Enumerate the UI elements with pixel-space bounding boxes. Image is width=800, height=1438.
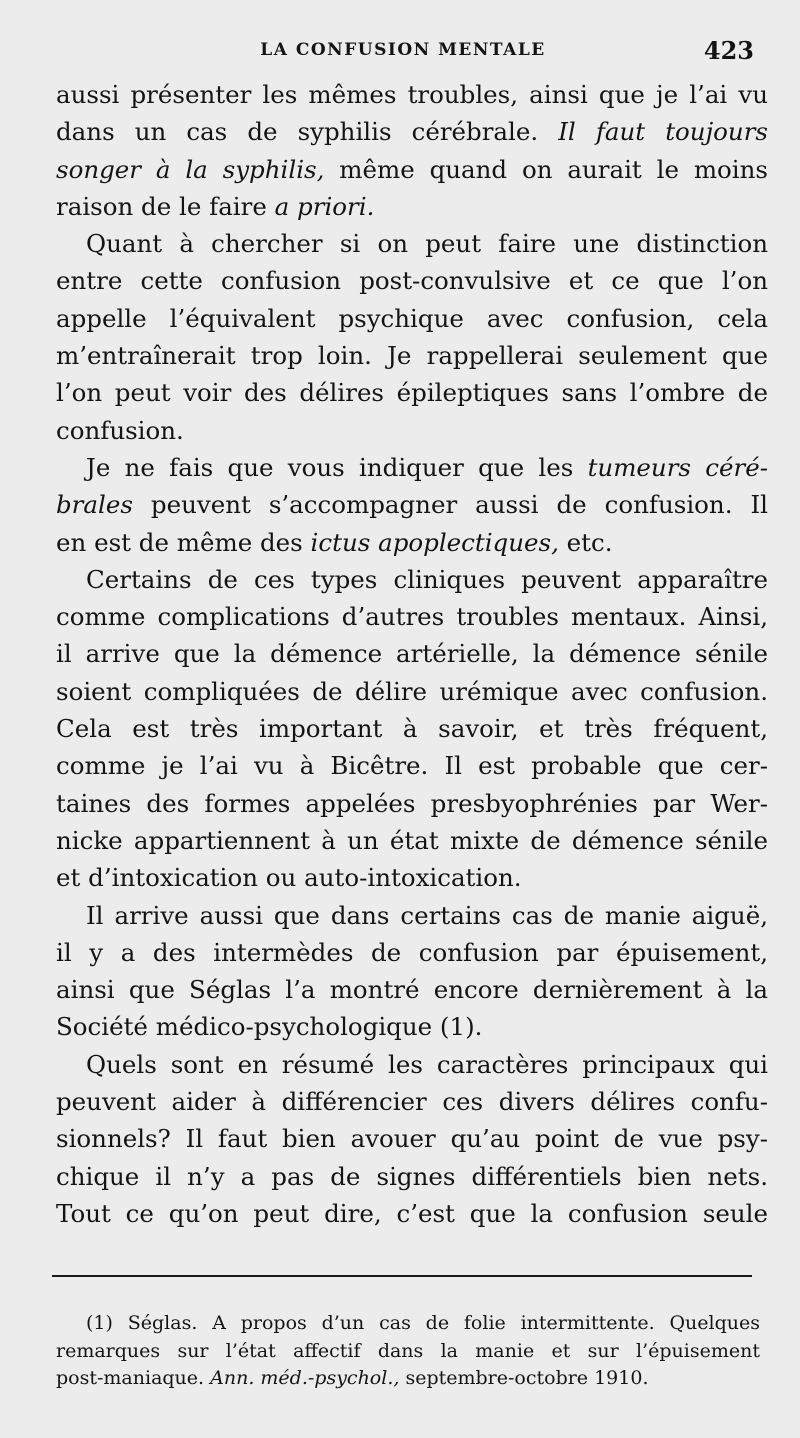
italic-text: Il faut toujours	[558, 117, 768, 147]
text-run: dans un cas de syphilis cérébrale.	[56, 117, 559, 147]
body-line	[56, 449, 768, 486]
body-line	[56, 188, 768, 225]
body-line	[56, 337, 768, 374]
text-run: chique il n’y a pas de signes différentiels bien nets.	[56, 1161, 768, 1191]
body-line	[56, 747, 768, 784]
text-run: aussi présenter les mêmes troubles, ainsi que je l’ai vu	[56, 80, 768, 109]
text-run: peuvent aider à différencier ces divers délires confu-	[56, 1087, 768, 1117]
text-run: Il arrive aussi que dans certains cas de manie aiguë,	[86, 900, 768, 930]
body-text	[56, 76, 768, 1232]
italic-text: Ann. méd.-psychol.,	[210, 1367, 400, 1389]
body-line	[56, 561, 768, 598]
body-line	[56, 262, 768, 299]
text-run: Certains de ces types cliniques peuvent apparaître	[86, 564, 768, 594]
text-run: (1) Séglas. A propos d’un cas de folie intermittente. Quelques	[86, 1312, 760, 1334]
footnote-line	[56, 1365, 760, 1393]
text-run: etc.	[558, 527, 613, 557]
body-line	[56, 1083, 768, 1120]
text-run: Tout ce qu’on peut dire, c’est que la confusion seule	[56, 1198, 768, 1228]
text-run: septembre-octobre 1910.	[399, 1367, 649, 1389]
text-run: nicke appartiennent à un état mixte de démence sénile	[56, 825, 768, 855]
text-run: en est de même des	[56, 527, 311, 557]
body-line	[56, 635, 768, 672]
text-run: confusion.	[56, 415, 184, 445]
body-line	[56, 971, 768, 1008]
italic-text: tumeurs céré-	[587, 452, 768, 482]
body-line	[56, 1158, 768, 1195]
body-line	[56, 785, 768, 822]
footnote-line	[56, 1338, 760, 1366]
text-run: sionnels? Il faut bien avouer qu’au point de vue psy-	[56, 1124, 768, 1154]
body-line	[56, 710, 768, 747]
text-run: il arrive que la démence artérielle, la démence sénile	[56, 639, 768, 669]
text-run: taines des formes appelées presbyophrénies par Wer-	[56, 788, 768, 818]
text-run: ainsi que Séglas l’a montré encore dernièrement à la	[56, 975, 768, 1005]
text-run: soient compliquées de délire urémique avec confusion.	[56, 676, 768, 706]
italic-text: songer à la syphilis,	[56, 154, 325, 184]
text-run: il y a des intermèdes de confusion par épuisement,	[56, 937, 768, 967]
body-line	[56, 1046, 768, 1083]
body-line	[56, 76, 768, 113]
text-run: Je ne fais que vous indiquer que les	[86, 452, 588, 482]
text-run: même quand on aurait le moins	[324, 154, 768, 184]
body-line	[56, 859, 768, 896]
text-run: m’entraînerait trop loin. Je rappellerai seulement que	[56, 341, 768, 371]
text-run: appelle l’équivalent psychique avec confusion, cela	[56, 303, 768, 333]
body-line	[56, 374, 768, 411]
text-run: Quant à chercher si on peut faire une distinction	[86, 229, 768, 259]
body-line	[56, 934, 768, 971]
body-line	[56, 486, 768, 523]
page-number: 423	[703, 36, 754, 65]
italic-text: a priori.	[274, 191, 375, 221]
italic-text: ictus apoplectiques,	[310, 527, 559, 557]
text-run: comme je l’ai vu à Bicêtre. Il est probable que cer-	[56, 751, 768, 781]
body-line	[56, 1008, 768, 1045]
body-line	[56, 300, 768, 337]
text-run: l’on peut voir des délires épileptiques sans l’ombre de	[56, 378, 768, 408]
text-run: Cela est très important à savoir, et très fréquent,	[56, 714, 768, 744]
page-header	[52, 34, 754, 70]
text-run: peuvent s’accompagner aussi de confusion. Il	[132, 490, 768, 520]
text-run: entre cette confusion post-convulsive et ce que l’on	[56, 266, 768, 296]
body-line	[56, 412, 768, 449]
footnote-line	[56, 1310, 760, 1338]
text-run: raison de le faire	[56, 191, 275, 221]
body-line	[56, 1120, 768, 1157]
text-run: et d’intoxication ou auto-intoxication.	[56, 863, 522, 893]
text-run: remarques sur l’état affectif dans la manie et sur l’épuisement	[56, 1339, 760, 1362]
text-run: comme complications d’autres troubles mentaux. Ainsi,	[56, 602, 768, 632]
italic-text: brales	[56, 490, 133, 520]
text-run: Quels sont en résumé les caractères principaux qui	[86, 1049, 768, 1079]
body-line	[56, 524, 768, 561]
footnote-rule	[52, 1275, 752, 1277]
text-run: Société médico-psychologique (1).	[56, 1012, 483, 1042]
footnote	[56, 1310, 760, 1393]
body-line	[56, 822, 768, 859]
body-line	[56, 225, 768, 262]
running-head: LA CONFUSION MENTALE	[260, 40, 546, 60]
body-line	[56, 1195, 768, 1232]
body-line	[56, 897, 768, 934]
body-line	[56, 113, 768, 150]
body-line	[56, 673, 768, 710]
body-line	[56, 598, 768, 635]
body-line	[56, 151, 768, 188]
text-run: post-maniaque.	[56, 1367, 211, 1389]
